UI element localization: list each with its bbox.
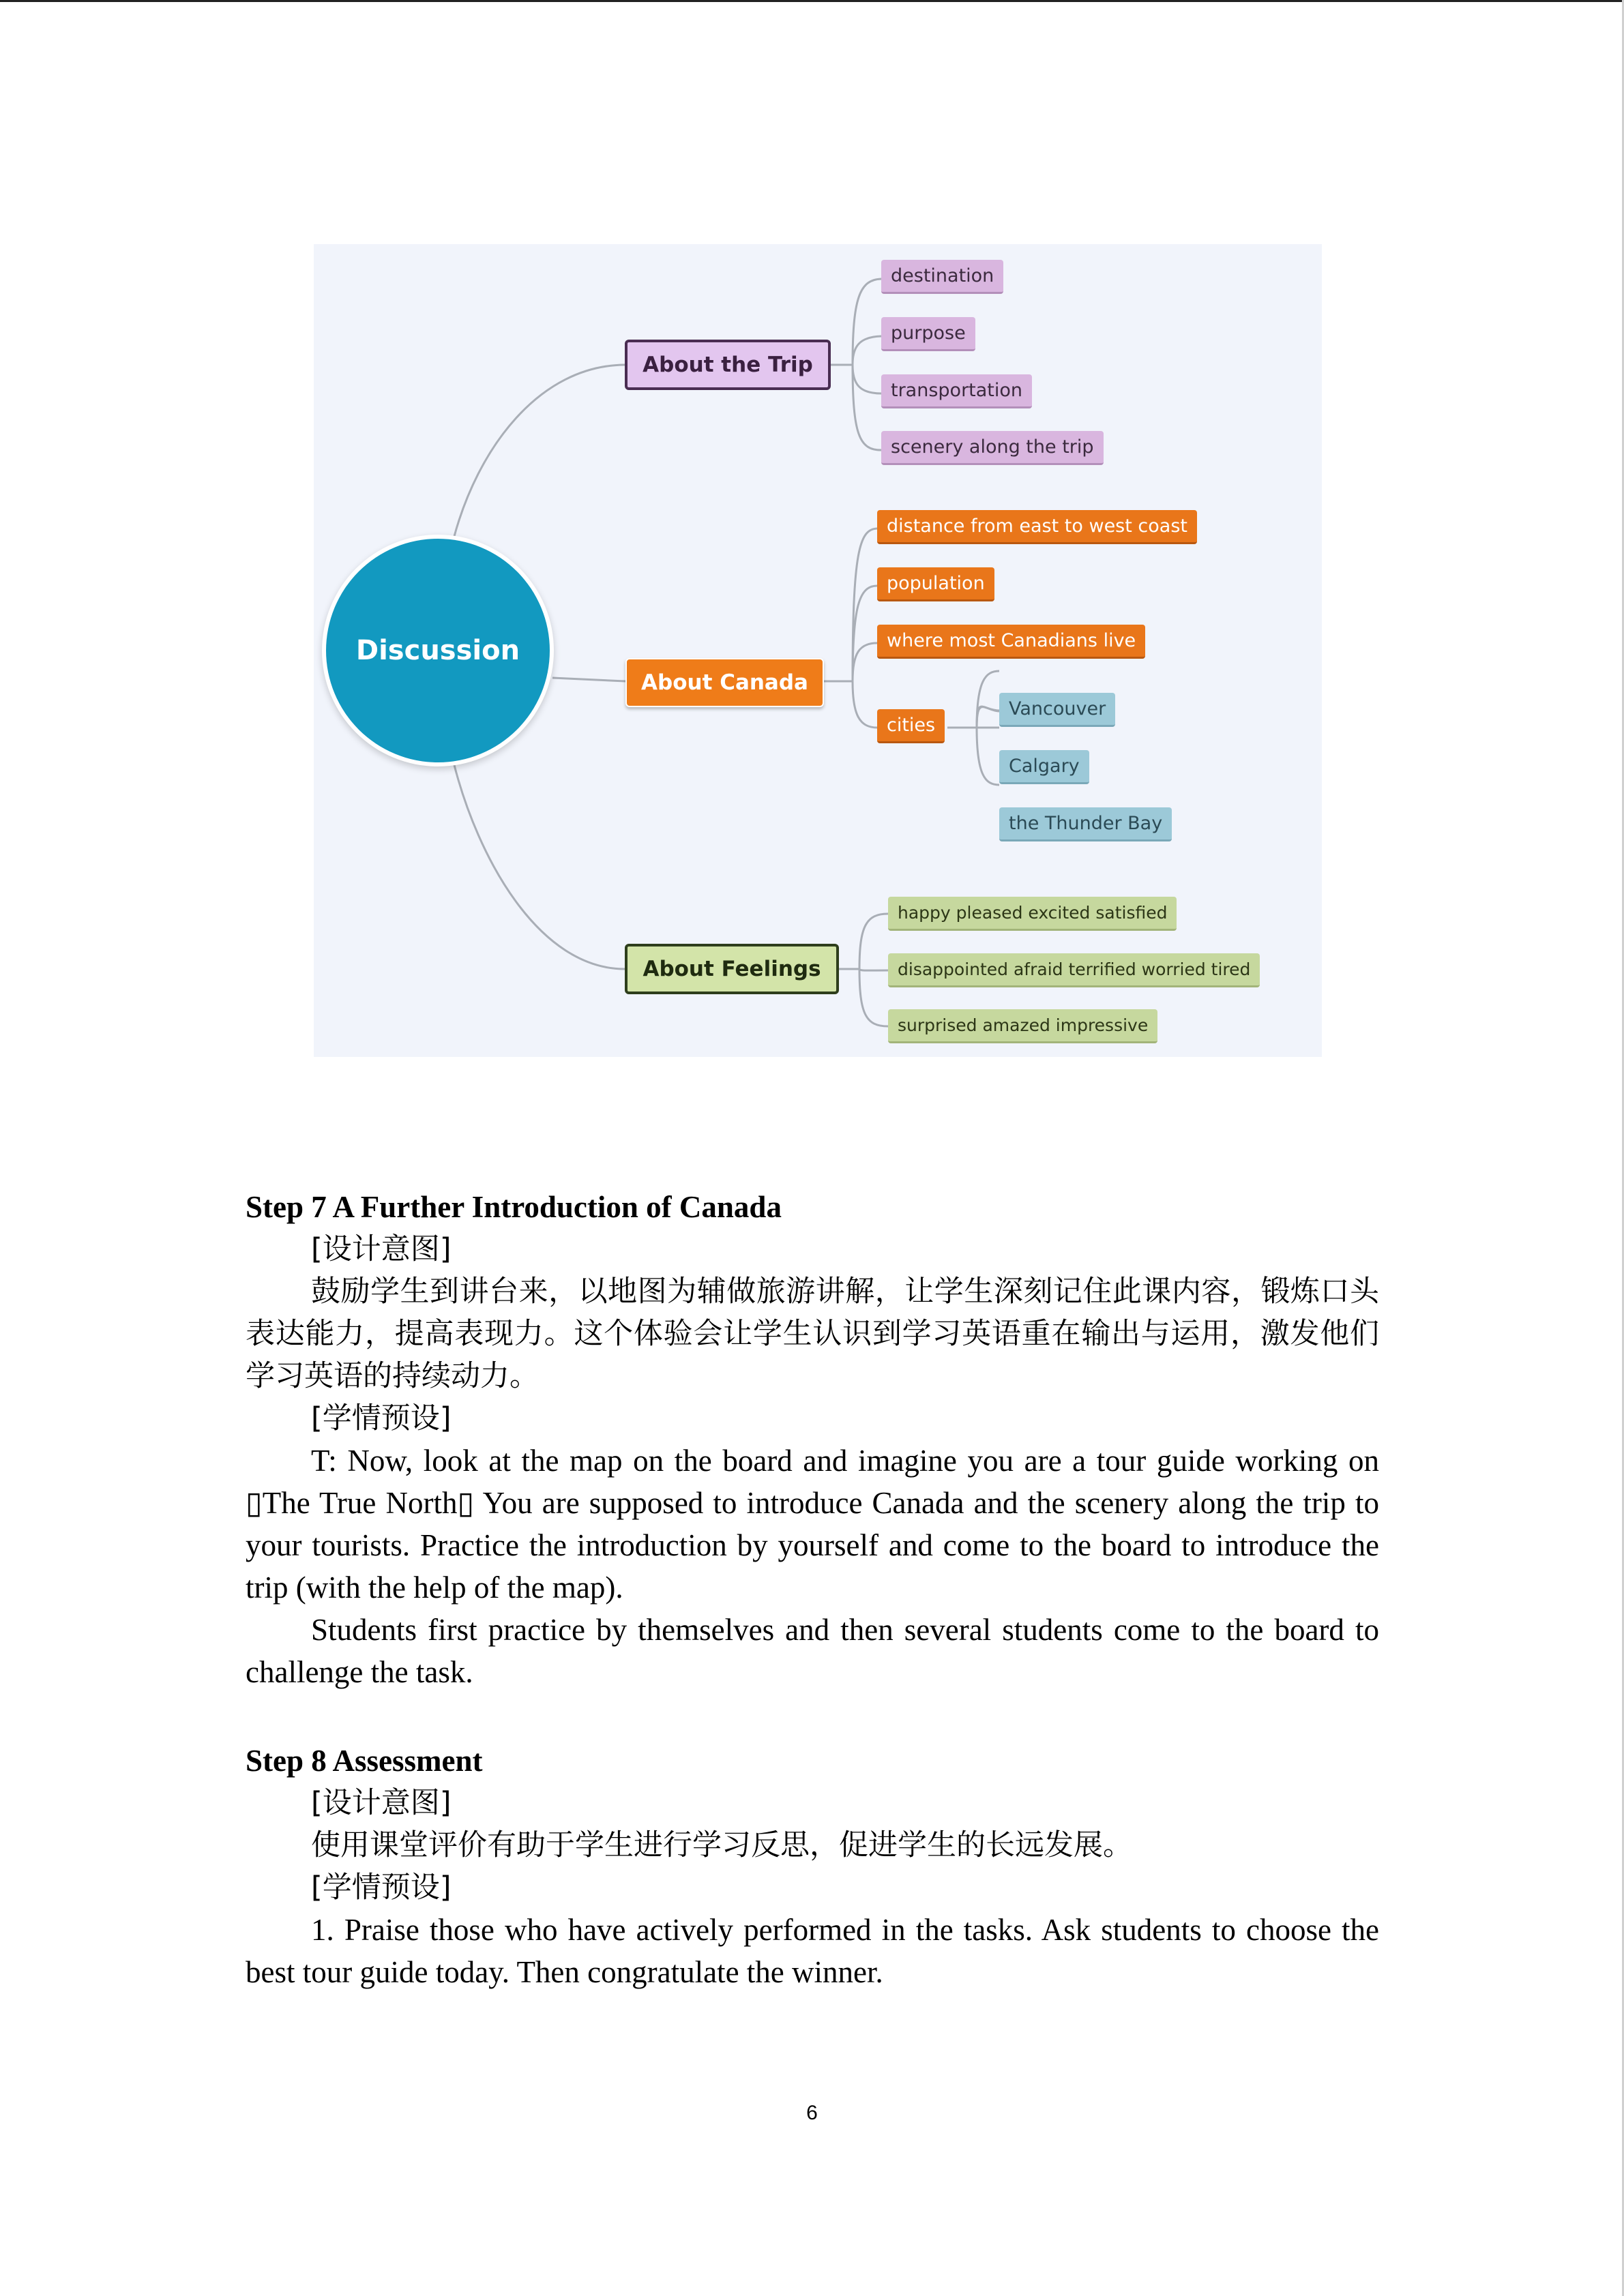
step7-heading: Step 7 A Further Introduction of Canada bbox=[246, 1190, 782, 1224]
step7-students-text: Students first practice by themselves and then several students come to the board to challenge the task. bbox=[246, 1613, 1379, 1689]
step8-heading: Step 8 Assessment bbox=[246, 1744, 483, 1778]
mind-map-center-node: Discussion bbox=[326, 539, 550, 762]
step8-section bbox=[246, 1740, 1379, 1993]
leaf-where-canadians-live: where most Canadians live bbox=[877, 625, 1145, 659]
leaf-distance: distance from east to west coast bbox=[877, 510, 1197, 544]
step8-intent-label: [设计意图] bbox=[311, 1786, 452, 1820]
branch-about-canada: About Canada bbox=[625, 658, 824, 707]
step7-intent-text: 鼓励学生到讲台来，以地图为辅做旅游讲解，让学生深刻记住此课内容，锻炼口头表达能力，提高表现力。这个体验会让学生认识到学习英语重在输出与运用，激发他们学习英语的持续动力。 bbox=[246, 1274, 1379, 1393]
leaf-destination: destination bbox=[881, 260, 1003, 294]
leaf-feelings-surprise: surprised amazed impressive bbox=[888, 1009, 1157, 1043]
step8-intent-text: 使用课堂评价有助于学生进行学习反思，促进学生的长远发展。 bbox=[311, 1828, 1132, 1862]
leaf-feelings-negative: disappointed afraid terrified worried tired bbox=[888, 953, 1260, 987]
leaf-purpose: purpose bbox=[881, 317, 975, 351]
leaf-scenery: scenery along the trip bbox=[881, 431, 1104, 465]
branch-about-the-trip: About the Trip bbox=[625, 340, 831, 390]
leaf-cities: cities bbox=[877, 709, 945, 743]
leaf-transportation: transportation bbox=[881, 374, 1032, 408]
page-number: 6 bbox=[806, 2102, 818, 2124]
step7-intent-label: [设计意图] bbox=[311, 1232, 452, 1266]
page-top-border bbox=[0, 0, 1624, 2]
branch-about-feelings: About Feelings bbox=[625, 944, 839, 994]
leaf-thunder-bay: the Thunder Bay bbox=[999, 807, 1172, 841]
leaf-calgary: Calgary bbox=[999, 750, 1089, 784]
mind-map-figure bbox=[314, 244, 1322, 1057]
leaf-feelings-positive: happy pleased excited satisfied bbox=[888, 897, 1177, 931]
step8-praise-text: 1. Praise those who have actively performed in the tasks. Ask students to choose the best tour guide today. Then congratulate the winner. bbox=[246, 1913, 1379, 1989]
leaf-vancouver: Vancouver bbox=[999, 693, 1115, 727]
step8-preset-label: [学情预设] bbox=[311, 1870, 452, 1905]
leaf-population: population bbox=[877, 567, 994, 601]
step7-teacher-text: T: Now, look at the map on the board and imagine you are a tour guide working on ▯The True North▯ You are supposed to introduce Canada and the scenery along the trip to your tourists. Practice the introduction by yourself and come to the board to introduce the trip (with the help of the map). bbox=[246, 1444, 1379, 1605]
step7-section bbox=[246, 1186, 1379, 1693]
step7-preset-label: [学情预设] bbox=[311, 1401, 452, 1435]
